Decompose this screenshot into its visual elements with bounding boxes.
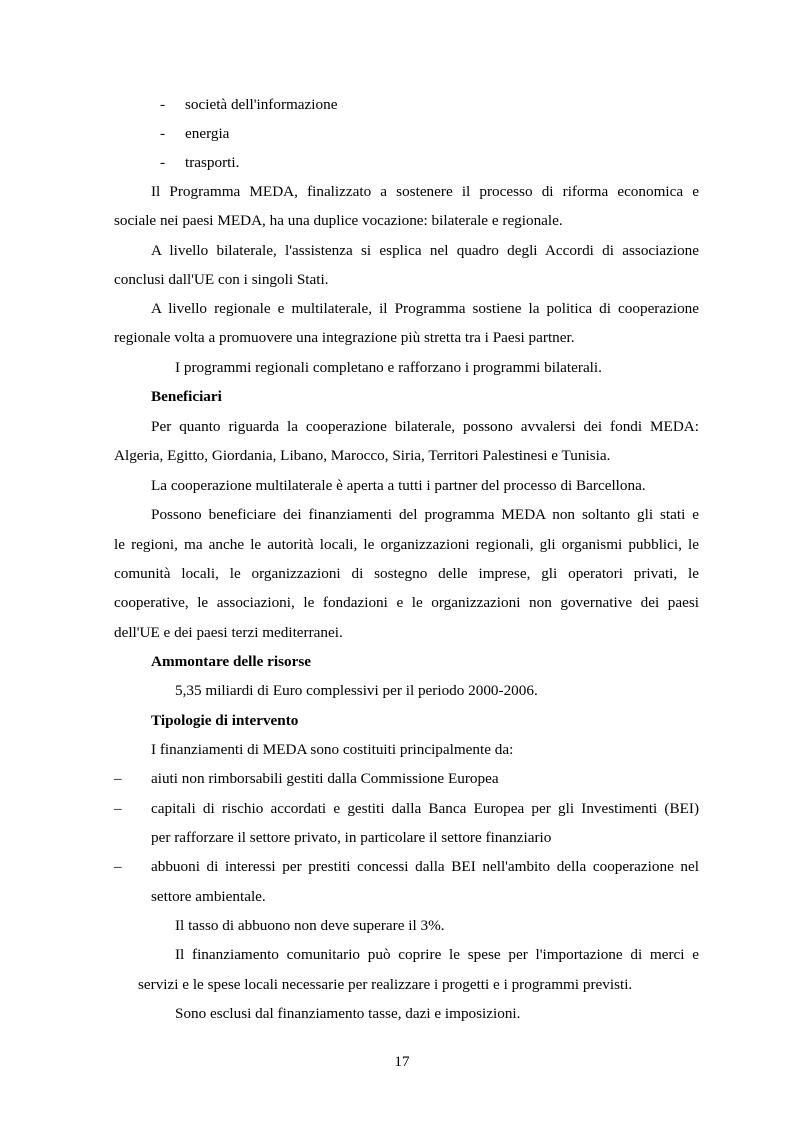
list-item-continuation: settore ambientale. xyxy=(151,888,266,905)
bullet-item: energia xyxy=(185,125,230,142)
paragraph-line: regionale volta a promuovere una integrazione più stretta tra i Paesi partner. xyxy=(114,329,575,346)
paragraph-line: A livello bilaterale, l'assistenza si esplica nel quadro degli Accordi di associazione xyxy=(151,242,699,259)
bullet-marker: - xyxy=(160,125,166,142)
paragraph-line: cooperative, le associazioni, le fondazioni e le organizzazioni non governative dei paesi xyxy=(114,594,699,611)
paragraph-line: Il tasso di abbuono non deve superare il 3%. xyxy=(175,917,445,934)
paragraph-line: La cooperazione multilaterale è aperta a tutti i partner del processo di Barcellona. xyxy=(151,477,646,494)
list-marker: – xyxy=(114,800,122,817)
paragraph-line: I programmi regionali completano e rafforzano i programmi bilaterali. xyxy=(175,359,602,376)
paragraph-line: comunità locali, le organizzazioni di sostegno delle imprese, gli operatori privati, le xyxy=(114,565,699,582)
bullet-marker: - xyxy=(160,96,166,113)
section-heading: Tipologie di intervento xyxy=(151,712,299,729)
list-marker: – xyxy=(114,770,122,787)
bullet-item: trasporti. xyxy=(185,154,240,171)
paragraph-line: Per quanto riguarda la cooperazione bilaterale, possono avvalersi dei fondi MEDA: xyxy=(151,418,699,435)
section-heading: Ammontare delle risorse xyxy=(151,653,311,670)
paragraph-line: Sono esclusi dal finanziamento tasse, dazi e imposizioni. xyxy=(175,1005,521,1022)
bullet-item: società dell'informazione xyxy=(185,96,338,113)
paragraph-line: I finanziamenti di MEDA sono costituiti principalmente da: xyxy=(151,741,514,758)
paragraph-line: sociale nei paesi MEDA, ha una duplice vocazione: bilaterale e regionale. xyxy=(114,212,563,229)
paragraph-line: le regioni, ma anche le autorità locali, le organizzazioni regionali, gli organismi pubblici, le xyxy=(114,536,699,553)
page-number: 17 xyxy=(394,1053,410,1070)
paragraph-line: conclusi dall'UE con i singoli Stati. xyxy=(114,271,329,288)
paragraph-line: A livello regionale e multilaterale, il Programma sostiene la politica di cooperazione xyxy=(151,300,699,317)
section-heading: Beneficiari xyxy=(151,388,222,405)
list-item-continuation: per rafforzare il settore privato, in particolare il settore finanziario xyxy=(151,829,552,846)
list-item: capitali di rischio accordati e gestiti dalla Banca Europea per gli Investimenti (BEI) xyxy=(151,800,699,817)
paragraph-line: 5,35 miliardi di Euro complessivi per il periodo 2000-2006. xyxy=(175,682,538,699)
bullet-marker: - xyxy=(160,154,166,171)
paragraph-line: dell'UE e dei paesi terzi mediterranei. xyxy=(114,624,343,641)
paragraph-line: Algeria, Egitto, Giordania, Libano, Marocco, Siria, Territori Palestinesi e Tunisia. xyxy=(114,447,611,464)
list-item: abbuoni di interessi per prestiti concessi dalla BEI nell'ambito della cooperazione nel xyxy=(151,858,699,875)
paragraph-line: Il finanziamento comunitario può coprire le spese per l'importazione di merci e xyxy=(175,946,699,963)
list-item: aiuti non rimborsabili gestiti dalla Commissione Europea xyxy=(151,770,499,787)
list-marker: – xyxy=(114,858,122,875)
paragraph-line: servizi e le spese locali necessarie per realizzare i progetti e i programmi previsti. xyxy=(138,976,633,993)
paragraph-line: Possono beneficiare dei finanziamenti del programma MEDA non soltanto gli stati e xyxy=(151,506,699,523)
paragraph-line: Il Programma MEDA, finalizzato a sostenere il processo di riforma economica e xyxy=(151,183,699,200)
